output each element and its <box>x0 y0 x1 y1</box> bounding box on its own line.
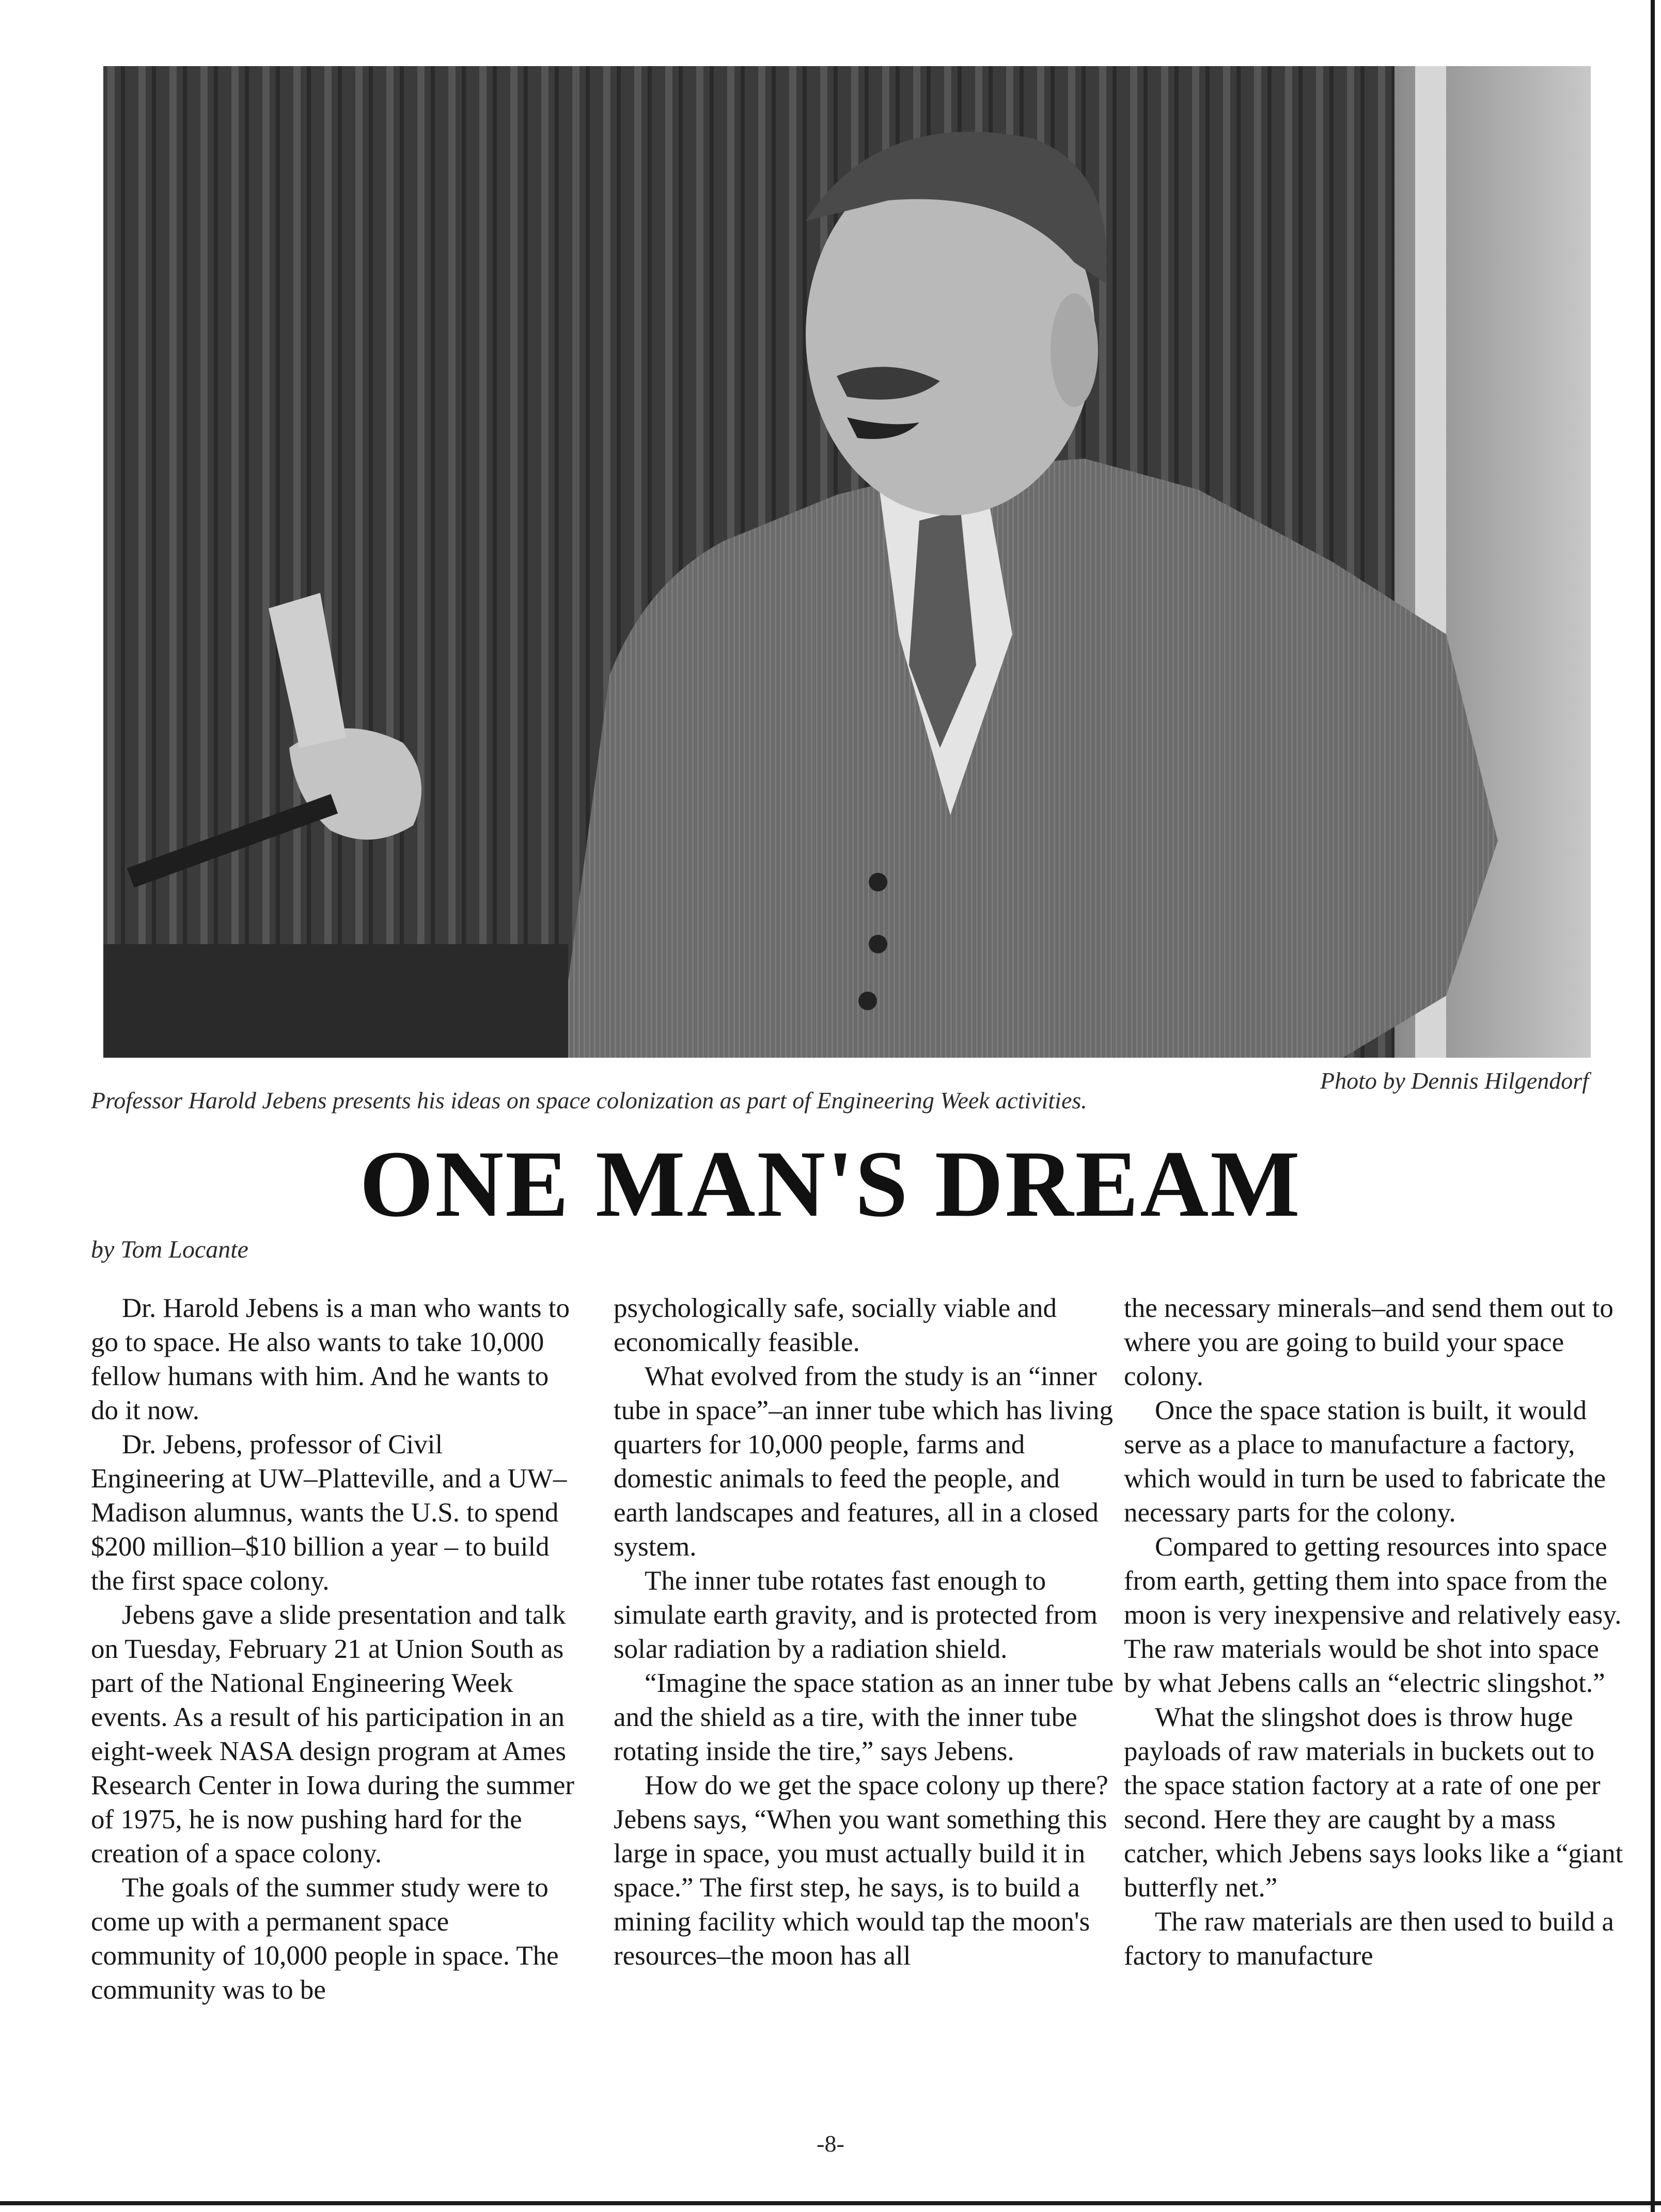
paragraph: The raw materials are then used to build a factory to manufacture <box>1124 1907 1614 1971</box>
paragraph: The inner tube rotates fast enough to simulate earth gravity, and is protected from solar radiation by a radiation shield. <box>614 1566 1098 1664</box>
paragraph: Dr. Jebens, professor of Civil Engineering at UW–Platteville, and a UW–Madison alumnus, wants the U.S. to spend $200 million–$10 billion a year – to build the first space colony. <box>91 1430 567 1596</box>
article-byline: by Tom Locante <box>91 1236 248 1263</box>
paragraph: psychologically safe, socially viable and economically feasible. <box>614 1293 1057 1357</box>
paragraph: the necessary minerals–and send them out to where you are going to build your space colony. <box>1124 1293 1613 1391</box>
article-column-3 <box>1124 1291 1630 2087</box>
paragraph: Dr. Harold Jebens is a man who wants to go to space. He also wants to take 10,000 fellow humans with him. And he wants to do it now. <box>91 1293 570 1425</box>
photo-caption: Professor Harold Jebens presents his ideas on space colonization as part of Engineering Week activities. <box>91 1087 1087 1113</box>
scan-edge-bottom <box>0 2201 1661 2205</box>
paragraph: Once the space station is built, it would serve as a place to manufacture a factory, which would in turn be used to fabricate the necessary parts for the colony. <box>1124 1395 1606 1528</box>
article-headline: ONE MAN'S DREAM <box>359 1131 1302 1236</box>
paragraph: Jebens gave a slide presentation and talk on Tuesday, February 21 at Union South as part of the National Engineering Week events. As a result of his participation in an eight-week NASA design program at Ames Research Center in Iowa during the summer of 1975, he is now pushing hard for the creation of a space colony. <box>91 1600 575 1869</box>
paragraph: Compared to getting resources into space from earth, getting them into space from the moon is very inexpensive and relatively easy. The raw materials would be shot into space by what Jebens calls an “electric slingshot.” <box>1124 1532 1622 1698</box>
scan-edge-right <box>1651 0 1655 2212</box>
page-number: -8- <box>817 2130 844 2157</box>
paragraph: “Imagine the space station as an inner tube and the shield as a tire, with the inner tube rotating inside the tire,” says Jebens. <box>614 1668 1114 1766</box>
paragraph: What evolved from the study is an “inner tube in space”–an inner tube which has living quarters for 10,000 people, farms and domestic animals to feed the people, and earth landscapes and features, all in a closed system. <box>614 1361 1113 1562</box>
paragraph: What the slingshot does is throw huge payloads of raw materials in buckets out to the space station factory at a rate of one per second. Here they are caught by a mass catcher, which Jebens says looks like a “giant butterfly net.” <box>1124 1702 1623 1903</box>
article-column-2 <box>614 1291 1120 2087</box>
article-column-1 <box>91 1291 576 2087</box>
paragraph: The goals of the summer study were to come up with a permanent space community of 10,000 people in space. The community was to be <box>91 1873 559 2005</box>
speaker-photo <box>103 66 1591 1058</box>
photo-credit: Photo by Dennis Hilgendorf <box>1320 1068 1589 1094</box>
paragraph: How do we get the space colony up there? Jebens says, “When you want something this large in space, you must actually build it in space.” The first step, he says, is to build a mining facility which would tap the moon's resources–the moon has all <box>614 1770 1108 1971</box>
